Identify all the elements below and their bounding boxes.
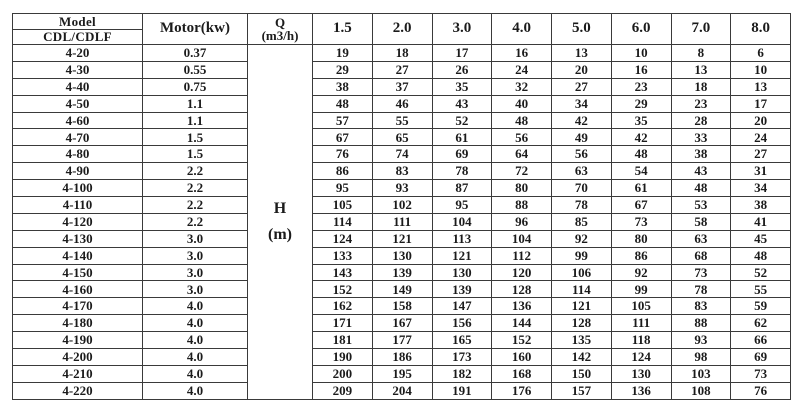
head-value-cell: 43 (671, 163, 731, 180)
head-value-cell: 16 (492, 45, 552, 62)
head-value-cell: 32 (492, 78, 552, 95)
head-value-cell: 52 (731, 264, 791, 281)
head-unit-merged-cell (248, 45, 313, 400)
table-row (13, 298, 791, 315)
head-value-cell: 177 (372, 332, 432, 349)
col-header-model: Model (13, 14, 143, 30)
table-row (13, 382, 791, 399)
head-value-cell: 67 (611, 197, 671, 214)
motor-kw-cell: 4.0 (143, 332, 248, 349)
head-value-cell: 48 (671, 180, 731, 197)
head-value-cell: 62 (731, 315, 791, 332)
motor-kw-cell: 2.2 (143, 213, 248, 230)
head-value-cell: 27 (552, 78, 612, 95)
head-value-cell: 105 (611, 298, 671, 315)
table-row (13, 247, 791, 264)
head-value-cell: 121 (372, 230, 432, 247)
head-unit-label: (m) (268, 225, 292, 243)
motor-kw-cell: 3.0 (143, 264, 248, 281)
head-value-cell: 144 (492, 315, 552, 332)
head-value-cell: 118 (611, 332, 671, 349)
col-header-flow-rate-7: 8.0 (731, 14, 791, 45)
head-value-cell: 29 (611, 95, 671, 112)
head-value-cell: 35 (611, 112, 671, 129)
head-value-cell: 181 (313, 332, 373, 349)
motor-kw-cell: 4.0 (143, 349, 248, 366)
motor-kw-cell: 2.2 (143, 163, 248, 180)
head-value-cell: 152 (492, 332, 552, 349)
head-value-cell: 204 (372, 382, 432, 399)
head-value-cell: 40 (492, 95, 552, 112)
model-cell: 4-210 (13, 365, 143, 382)
model-cell: 4-50 (13, 95, 143, 112)
model-cell: 4-190 (13, 332, 143, 349)
head-value-cell: 10 (611, 45, 671, 62)
head-value-cell: 59 (731, 298, 791, 315)
table-row (13, 45, 791, 62)
col-header-flow-rate-5: 6.0 (611, 14, 671, 45)
head-value-cell: 13 (552, 45, 612, 62)
head-value-cell: 61 (432, 129, 492, 146)
table-row (13, 332, 791, 349)
head-value-cell: 113 (432, 230, 492, 247)
head-value-cell: 76 (731, 382, 791, 399)
head-value-cell: 31 (731, 163, 791, 180)
table-row (13, 61, 791, 78)
head-value-cell: 23 (671, 95, 731, 112)
motor-kw-cell: 4.0 (143, 315, 248, 332)
head-value-cell: 85 (552, 213, 612, 230)
motor-kw-cell: 0.55 (143, 61, 248, 78)
model-cell: 4-200 (13, 349, 143, 366)
head-value-cell: 191 (432, 382, 492, 399)
head-value-cell: 149 (372, 281, 432, 298)
head-value-cell: 182 (432, 365, 492, 382)
head-value-cell: 6 (731, 45, 791, 62)
head-value-cell: 88 (492, 197, 552, 214)
col-header-motor: Motor(kw) (143, 14, 248, 45)
motor-kw-cell: 4.0 (143, 382, 248, 399)
head-value-cell: 136 (492, 298, 552, 315)
motor-kw-cell: 2.2 (143, 180, 248, 197)
head-value-cell: 86 (313, 163, 373, 180)
head-value-cell: 17 (432, 45, 492, 62)
pump-performance-table (12, 13, 791, 400)
head-value-cell: 176 (492, 382, 552, 399)
head-value-cell: 173 (432, 349, 492, 366)
model-cell: 4-220 (13, 382, 143, 399)
head-value-cell: 67 (313, 129, 373, 146)
head-value-cell: 13 (731, 78, 791, 95)
head-value-cell: 16 (611, 61, 671, 78)
head-value-cell: 106 (552, 264, 612, 281)
head-value-cell: 52 (432, 112, 492, 129)
head-value-cell: 167 (372, 315, 432, 332)
head-value-cell: 78 (552, 197, 612, 214)
head-value-cell: 92 (611, 264, 671, 281)
table-row (13, 264, 791, 281)
head-value-cell: 133 (313, 247, 373, 264)
head-value-cell: 86 (611, 247, 671, 264)
head-value-cell: 69 (731, 349, 791, 366)
head-value-cell: 13 (671, 61, 731, 78)
head-value-cell: 78 (671, 281, 731, 298)
head-value-cell: 49 (552, 129, 612, 146)
motor-kw-cell: 1.1 (143, 95, 248, 112)
model-cell: 4-140 (13, 247, 143, 264)
model-cell: 4-100 (13, 180, 143, 197)
head-value-cell: 88 (671, 315, 731, 332)
head-value-cell: 114 (552, 281, 612, 298)
head-value-cell: 27 (731, 146, 791, 163)
head-value-cell: 57 (313, 112, 373, 129)
table-row (13, 112, 791, 129)
head-value-cell: 26 (432, 61, 492, 78)
head-value-cell: 111 (611, 315, 671, 332)
head-value-cell: 103 (671, 365, 731, 382)
head-value-cell: 17 (731, 95, 791, 112)
head-value-cell: 96 (492, 213, 552, 230)
head-value-cell: 80 (611, 230, 671, 247)
head-value-cell: 136 (611, 382, 671, 399)
motor-kw-cell: 4.0 (143, 298, 248, 315)
head-value-cell: 104 (432, 213, 492, 230)
table-row (13, 365, 791, 382)
head-value-cell: 139 (432, 281, 492, 298)
head-value-cell: 160 (492, 349, 552, 366)
motor-kw-cell: 1.1 (143, 112, 248, 129)
head-value-cell: 135 (552, 332, 612, 349)
table-row (13, 281, 791, 298)
motor-kw-cell: 1.5 (143, 146, 248, 163)
head-value-cell: 27 (372, 61, 432, 78)
head-value-cell: 105 (313, 197, 373, 214)
head-symbol-label: H (273, 199, 287, 217)
head-value-cell: 168 (492, 365, 552, 382)
model-cell: 4-40 (13, 78, 143, 95)
col-header-flow-rate-3: 4.0 (492, 14, 552, 45)
head-value-cell: 83 (671, 298, 731, 315)
head-value-cell: 37 (372, 78, 432, 95)
head-value-cell: 69 (432, 146, 492, 163)
head-value-cell: 19 (313, 45, 373, 62)
head-value-cell: 20 (731, 112, 791, 129)
head-value-cell: 95 (313, 180, 373, 197)
head-value-cell: 128 (492, 281, 552, 298)
head-value-cell: 139 (372, 264, 432, 281)
head-value-cell: 65 (372, 129, 432, 146)
motor-kw-cell: 2.2 (143, 197, 248, 214)
head-value-cell: 128 (552, 315, 612, 332)
motor-kw-cell: 4.0 (143, 365, 248, 382)
col-header-model-series: CDL/CDLF (13, 30, 143, 45)
head-value-cell: 87 (432, 180, 492, 197)
head-value-cell: 38 (313, 78, 373, 95)
col-header-flow-rate-2: 3.0 (432, 14, 492, 45)
head-value-cell: 121 (432, 247, 492, 264)
flow-unit-label: (m3/h) (261, 28, 299, 43)
head-value-cell: 80 (492, 180, 552, 197)
model-cell: 4-130 (13, 230, 143, 247)
head-value-cell: 102 (372, 197, 432, 214)
head-value-cell: 152 (313, 281, 373, 298)
head-value-cell: 114 (313, 213, 373, 230)
head-value-cell: 156 (432, 315, 492, 332)
model-cell: 4-180 (13, 315, 143, 332)
table-row (13, 213, 791, 230)
motor-kw-cell: 1.5 (143, 129, 248, 146)
col-header-flow (248, 14, 313, 45)
model-cell: 4-110 (13, 197, 143, 214)
motor-kw-cell: 3.0 (143, 247, 248, 264)
head-value-cell: 200 (313, 365, 373, 382)
head-value-cell: 95 (432, 197, 492, 214)
head-value-cell: 76 (313, 146, 373, 163)
head-value-cell: 165 (432, 332, 492, 349)
model-cell: 4-60 (13, 112, 143, 129)
model-cell: 4-150 (13, 264, 143, 281)
table-row (13, 146, 791, 163)
head-value-cell: 92 (552, 230, 612, 247)
table-row (13, 197, 791, 214)
head-value-cell: 28 (671, 112, 731, 129)
table-row (13, 95, 791, 112)
head-value-cell: 34 (552, 95, 612, 112)
head-value-cell: 73 (671, 264, 731, 281)
head-value-cell: 195 (372, 365, 432, 382)
head-value-cell: 18 (372, 45, 432, 62)
head-value-cell: 157 (552, 382, 612, 399)
head-value-cell: 142 (552, 349, 612, 366)
head-value-cell: 38 (731, 197, 791, 214)
table-row (13, 349, 791, 366)
head-value-cell: 68 (671, 247, 731, 264)
head-value-cell: 112 (492, 247, 552, 264)
head-value-cell: 63 (671, 230, 731, 247)
head-value-cell: 64 (492, 146, 552, 163)
head-value-cell: 130 (372, 247, 432, 264)
head-value-cell: 46 (372, 95, 432, 112)
head-value-cell: 56 (492, 129, 552, 146)
head-value-cell: 162 (313, 298, 373, 315)
model-cell: 4-120 (13, 213, 143, 230)
model-cell: 4-70 (13, 129, 143, 146)
table-row (13, 129, 791, 146)
head-value-cell: 18 (671, 78, 731, 95)
head-value-cell: 130 (611, 365, 671, 382)
head-value-cell: 42 (611, 129, 671, 146)
head-value-cell: 55 (731, 281, 791, 298)
head-value-cell: 124 (313, 230, 373, 247)
flow-symbol-label: Q (274, 15, 286, 30)
head-value-cell: 48 (731, 247, 791, 264)
head-value-cell: 73 (611, 213, 671, 230)
head-value-cell: 150 (552, 365, 612, 382)
head-value-cell: 99 (611, 281, 671, 298)
head-value-cell: 104 (492, 230, 552, 247)
head-value-cell: 58 (671, 213, 731, 230)
head-value-cell: 34 (731, 180, 791, 197)
head-value-cell: 42 (552, 112, 612, 129)
head-value-cell: 78 (432, 163, 492, 180)
head-value-cell: 99 (552, 247, 612, 264)
head-value-cell: 121 (552, 298, 612, 315)
head-value-cell: 48 (492, 112, 552, 129)
col-header-flow-rate-1: 2.0 (372, 14, 432, 45)
head-value-cell: 45 (731, 230, 791, 247)
head-value-cell: 29 (313, 61, 373, 78)
col-header-flow-rate-4: 5.0 (552, 14, 612, 45)
head-value-cell: 111 (372, 213, 432, 230)
head-value-cell: 35 (432, 78, 492, 95)
head-value-cell: 108 (671, 382, 731, 399)
head-value-cell: 56 (552, 146, 612, 163)
table-row (13, 180, 791, 197)
table-row (13, 315, 791, 332)
head-value-cell: 83 (372, 163, 432, 180)
head-value-cell: 48 (611, 146, 671, 163)
head-value-cell: 147 (432, 298, 492, 315)
col-header-flow-rate-6: 7.0 (671, 14, 731, 45)
model-cell: 4-170 (13, 298, 143, 315)
head-value-cell: 93 (671, 332, 731, 349)
head-value-cell: 130 (432, 264, 492, 281)
head-value-cell: 124 (611, 349, 671, 366)
table-row (13, 78, 791, 95)
model-cell: 4-30 (13, 61, 143, 78)
head-value-cell: 120 (492, 264, 552, 281)
model-cell: 4-80 (13, 146, 143, 163)
head-value-cell: 61 (611, 180, 671, 197)
head-value-cell: 23 (611, 78, 671, 95)
head-value-cell: 20 (552, 61, 612, 78)
head-value-cell: 143 (313, 264, 373, 281)
head-value-cell: 186 (372, 349, 432, 366)
model-cell: 4-90 (13, 163, 143, 180)
motor-kw-cell: 0.75 (143, 78, 248, 95)
head-value-cell: 66 (731, 332, 791, 349)
head-value-cell: 55 (372, 112, 432, 129)
head-value-cell: 72 (492, 163, 552, 180)
head-value-cell: 24 (492, 61, 552, 78)
head-value-cell: 63 (552, 163, 612, 180)
head-value-cell: 54 (611, 163, 671, 180)
head-value-cell: 38 (671, 146, 731, 163)
head-value-cell: 43 (432, 95, 492, 112)
head-value-cell: 158 (372, 298, 432, 315)
header-row-1 (13, 14, 791, 30)
motor-kw-cell: 0.37 (143, 45, 248, 62)
motor-kw-cell: 3.0 (143, 230, 248, 247)
col-header-flow-rate-0: 1.5 (313, 14, 373, 45)
head-value-cell: 209 (313, 382, 373, 399)
head-value-cell: 10 (731, 61, 791, 78)
head-value-cell: 93 (372, 180, 432, 197)
table-row (13, 163, 791, 180)
head-value-cell: 33 (671, 129, 731, 146)
head-value-cell: 53 (671, 197, 731, 214)
head-value-cell: 171 (313, 315, 373, 332)
model-cell: 4-20 (13, 45, 143, 62)
head-value-cell: 98 (671, 349, 731, 366)
table-row (13, 230, 791, 247)
head-value-cell: 48 (313, 95, 373, 112)
head-value-cell: 8 (671, 45, 731, 62)
head-value-cell: 74 (372, 146, 432, 163)
head-value-cell: 70 (552, 180, 612, 197)
head-value-cell: 73 (731, 365, 791, 382)
head-value-cell: 24 (731, 129, 791, 146)
motor-kw-cell: 3.0 (143, 281, 248, 298)
model-cell: 4-160 (13, 281, 143, 298)
head-value-cell: 190 (313, 349, 373, 366)
head-value-cell: 41 (731, 213, 791, 230)
